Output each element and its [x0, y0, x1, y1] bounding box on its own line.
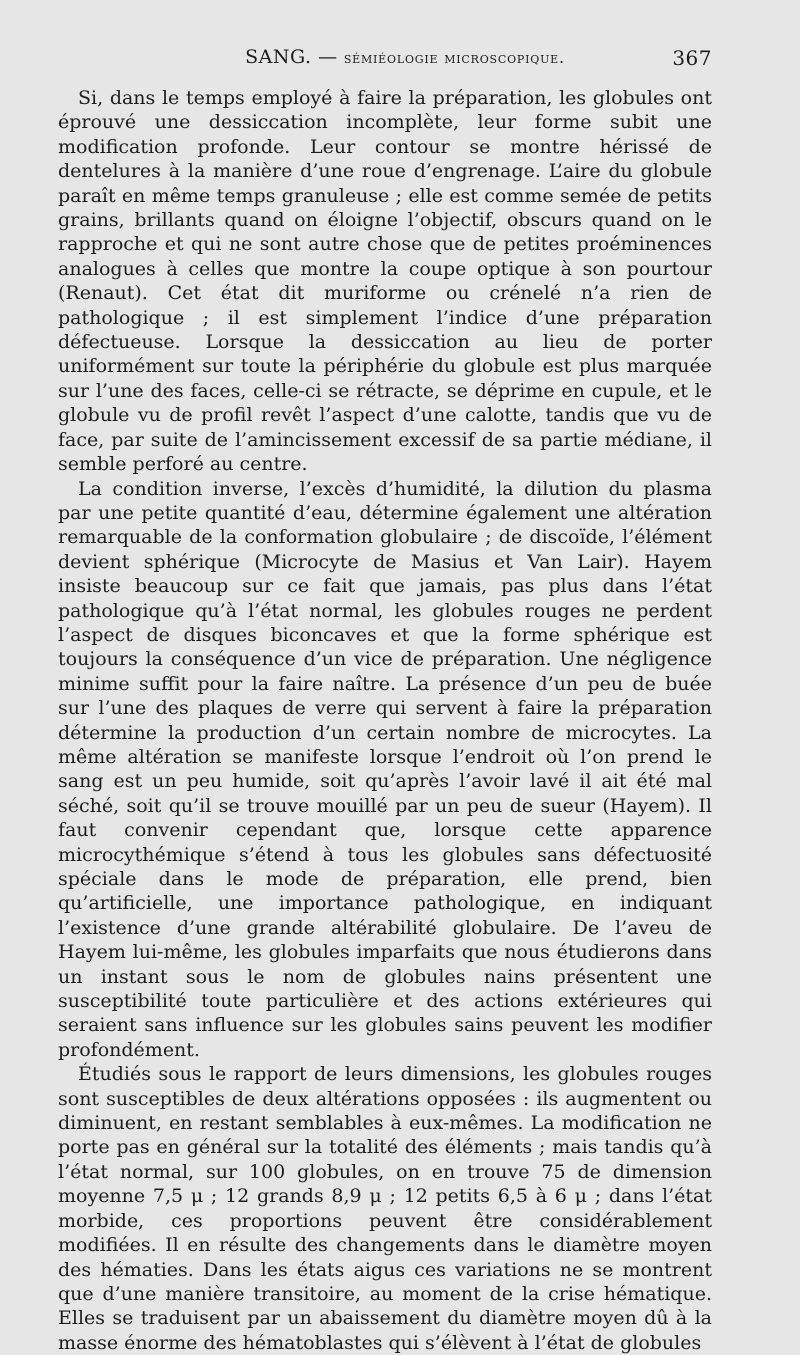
running-title-main: SANG. —: [245, 46, 338, 68]
page-number: 367: [672, 46, 712, 70]
body-text: [58, 86, 712, 1355]
paragraph-2: La condition inverse, l’excès d’humidité, la dilution du plasma par une petite quantité d’eau, détermine également une altération remarquable de la conformation globulaire ; de discoïde, l’élément devient sphérique (Microcyte de Masius et Van Lair). Hayem insiste beaucoup sur ce fait que jamais, pas plus dans l’état pathologique qu’à l’état normal, les globules rouges ne perdent l’aspect de disques biconcaves et que la forme sphérique est toujours la conséquence d’un vice de préparation. Une négligence minime suffit pour la faire naître. La présence d’un peu de buée sur l’une des plaques de verre qui servent à faire la préparation détermine la production d’un certain nombre de microcytes. La même altération se manifeste lorsque l’endroit où l’on prend le sang est un peu humide, soit qu’après l’avoir lavé il ait été mal séché, soit qu’il se trouve mouillé par un peu de sueur (Hayem). Il faut convenir cependant que, lorsque cette apparence microcythémique s’étend à tous les globules sans défectuosité spéciale dans le mode de préparation, elle prend, bien qu’artificielle, une importance pathologique, en indiquant l’existence d’une grande altérabilité globulaire. De l’aveu de Hayem lui-même, les globules imparfaits que nous étudierons dans un instant sous le nom de globules nains présentent une susceptibilité toute particulière et des actions extérieures qui seraient sans influence sur les globules sains peuvent les modifier profondément.: [58, 477, 712, 1061]
paragraph-1: Si, dans le temps employé à faire la préparation, les globules ont éprouvé une dessiccation incomplète, leur forme subit une modification profonde. Leur contour se montre hérissé de dentelures à la manière d’une roue d’engrenage. L’aire du globule paraît en même temps granuleuse ; elle est comme semée de petits grains, brillants quand on éloigne l’objectif, obscurs quand on le rapproche et qui ne sont autre chose que de petites proéminences analogues à celles que montre la coupe optique à son pourtour (Renaut). Cet état dit muriforme ou crénelé n’a rien de pathologique ; il est simplement l’indice d’une préparation défectueuse. Lorsque la dessiccation au lieu de porter uniformément sur toute la périphérie du globule est plus marquée sur l’une des faces, celle-ci se rétracte, se déprime en cupule, et le globule vu de profil revêt l’aspect d’une calotte, tandis que vu de face, par suite de l’amincissement excessif de sa partie médiane, il semble perforé au centre.: [58, 87, 712, 476]
running-title: [245, 46, 565, 68]
running-title-sub: sémiéologie microscopique.: [343, 48, 565, 67]
running-head: [58, 46, 712, 76]
paragraph-3: Étudiés sous le rapport de leurs dimensions, les globules rouges sont susceptibles de deux altérations opposées : ils augmentent ou diminuent, en restant semblables à eux-mêmes. La modification ne porte pas en général sur la totalité des éléments ; mais tandis qu’à l’état normal, sur 100 globules, on en trouve 75 de dimension moyenne 7,5 μ ; 12 grands 8,9 μ ; 12 petits 6,5 à 6 μ ; dans l’état morbide, ces proportions peuvent être considérablement modifiées. Il en résulte des changements dans le diamètre moyen des hématies. Dans les états aigus ces variations ne se montrent que d’une manière transitoire, au moment de la crise hématique. Elles se traduisent par un abaissement du diamètre moyen dû à la masse énorme des hématoblastes qui s’élèvent à l’état de globules: [58, 1063, 712, 1354]
